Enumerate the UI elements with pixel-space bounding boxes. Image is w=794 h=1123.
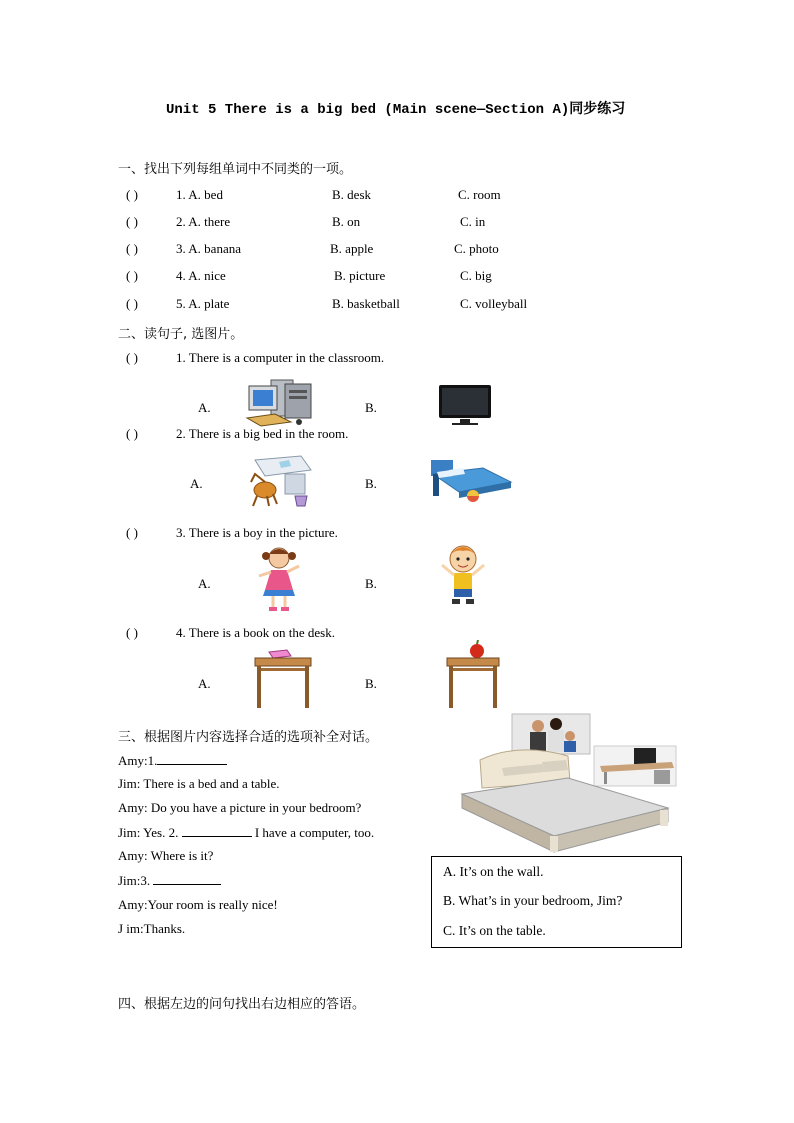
option-b-label: B. bbox=[365, 400, 377, 415]
question-text: 3. There is a boy in the picture. bbox=[176, 525, 338, 540]
answer-options-box bbox=[431, 856, 682, 948]
question-text: 1. There is a computer in the classroom. bbox=[176, 350, 385, 365]
option-b: B. on bbox=[332, 214, 361, 229]
dialogue-speaker-text: Jim: Yes. 2. bbox=[118, 825, 179, 840]
desk-with-book-image[interactable] bbox=[253, 648, 313, 710]
dialogue-line bbox=[118, 872, 221, 889]
desk-with-apple-image[interactable] bbox=[445, 640, 501, 710]
answer-paren[interactable]: ( ) bbox=[126, 214, 138, 229]
answer-blank-1[interactable] bbox=[157, 752, 227, 765]
desk-chair-image[interactable] bbox=[245, 452, 313, 508]
question-text: 2. There is a big bed in the room. bbox=[176, 426, 349, 441]
option-b-label: B. bbox=[365, 676, 377, 691]
option-b: B. picture bbox=[334, 268, 386, 283]
option-c: C. big bbox=[460, 268, 492, 283]
answer-paren[interactable]: ( ) bbox=[126, 426, 138, 441]
option-a-label: A. bbox=[190, 476, 203, 491]
answer-blank-3[interactable] bbox=[153, 872, 221, 885]
dialogue-speaker-text: Amy:1. bbox=[118, 753, 158, 768]
option-a: 5. A. plate bbox=[176, 296, 230, 311]
option-a-label: A. bbox=[198, 576, 211, 591]
option-a: 4. A. nice bbox=[176, 268, 226, 283]
bed-image[interactable] bbox=[429, 458, 513, 504]
option-b: B. basketball bbox=[332, 296, 400, 311]
dialogue-line: Amy: Do you have a picture in your bedroom? bbox=[118, 800, 362, 815]
answer-option-b[interactable]: B. What’s in your bedroom, Jim? bbox=[443, 893, 623, 908]
answer-option-a[interactable]: A. It’s on the wall. bbox=[443, 864, 544, 879]
answer-paren[interactable]: ( ) bbox=[126, 525, 138, 540]
option-c: C. photo bbox=[454, 241, 499, 256]
dialogue-line: Jim: There is a bed and a table. bbox=[118, 776, 280, 791]
dialogue-speaker-text: Jim:3. bbox=[118, 873, 151, 888]
part4-heading: 四、根据左边的问句找出右边相应的答语。 bbox=[118, 997, 366, 1012]
dialogue-line bbox=[118, 752, 227, 769]
option-b: B. apple bbox=[330, 241, 374, 256]
option-c: C. volleyball bbox=[460, 296, 528, 311]
option-c: C. room bbox=[458, 187, 501, 202]
dialogue-line: Amy: Where is it? bbox=[118, 848, 214, 863]
option-b-label: B. bbox=[365, 576, 377, 591]
answer-paren[interactable]: ( ) bbox=[126, 187, 138, 202]
option-b: B. desk bbox=[332, 187, 371, 202]
tv-image[interactable] bbox=[438, 384, 492, 426]
answer-paren[interactable]: ( ) bbox=[126, 625, 138, 640]
dialogue-line: J im:Thanks. bbox=[118, 921, 186, 936]
option-a: 2. A. there bbox=[176, 214, 231, 229]
answer-paren[interactable]: ( ) bbox=[126, 296, 138, 311]
answer-paren[interactable]: ( ) bbox=[126, 241, 138, 256]
answer-blank-2[interactable] bbox=[182, 824, 252, 837]
question-text: 4. There is a book on the desk. bbox=[176, 625, 335, 640]
part3-heading: 三、根据图片内容选择合适的选项补全对话。 bbox=[118, 730, 379, 745]
option-a: 1. A. bed bbox=[176, 187, 223, 202]
desk-computer-icon bbox=[594, 746, 676, 786]
answer-paren[interactable]: ( ) bbox=[126, 350, 138, 365]
option-a: 3. A. banana bbox=[176, 241, 241, 256]
option-b-label: B. bbox=[365, 476, 377, 491]
bedroom-scene-image bbox=[458, 712, 678, 854]
option-a-label: A. bbox=[198, 676, 211, 691]
page-title: Unit 5 There is a big bed (Main scene—Section A)同步练习 bbox=[166, 102, 626, 118]
boy-image[interactable] bbox=[440, 543, 486, 605]
girl-image[interactable] bbox=[257, 546, 301, 612]
family-photo-icon bbox=[512, 714, 590, 754]
dialogue-line bbox=[118, 824, 374, 841]
part1-heading: 一、找出下列每组单词中不同类的一项。 bbox=[118, 162, 353, 177]
dialogue-line: Amy:Your room is really nice! bbox=[118, 897, 278, 912]
answer-paren[interactable]: ( ) bbox=[126, 268, 138, 283]
dialogue-line-tail: I have a computer, too. bbox=[254, 825, 375, 840]
option-c: C. in bbox=[460, 214, 486, 229]
part2-heading: 二、读句子, 选图片。 bbox=[118, 327, 244, 342]
answer-option-c[interactable]: C. It’s on the table. bbox=[443, 923, 546, 938]
computer-image[interactable] bbox=[245, 378, 317, 428]
option-a-label: A. bbox=[198, 400, 211, 415]
